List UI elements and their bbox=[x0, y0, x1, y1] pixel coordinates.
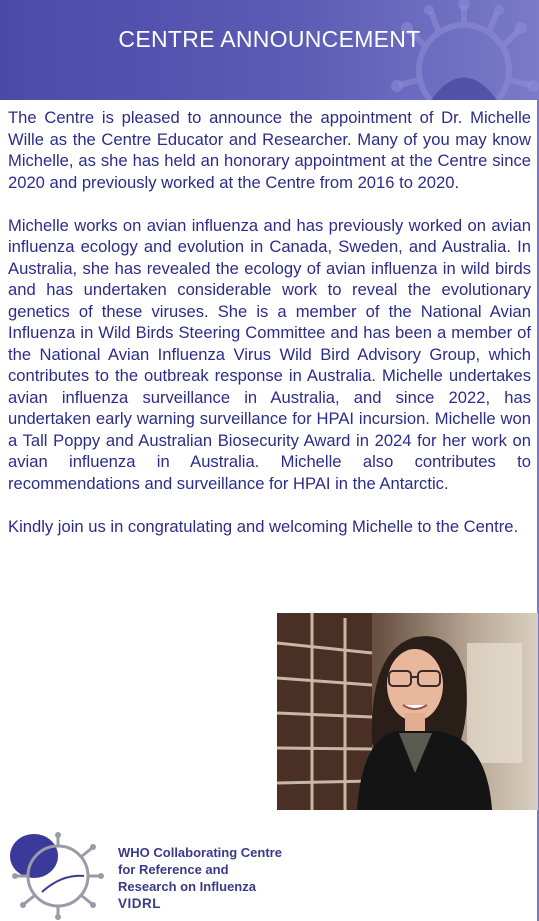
footer bbox=[0, 826, 539, 921]
org-line-2: for Reference and bbox=[118, 862, 229, 877]
org-line-3: Research on Influenza bbox=[118, 879, 256, 894]
organization-name bbox=[118, 844, 282, 912]
page-title: CENTRE ANNOUNCEMENT bbox=[118, 26, 421, 52]
who-vidrl-logo-icon bbox=[4, 826, 116, 921]
org-line-1: WHO Collaborating Centre bbox=[118, 845, 282, 860]
paragraph-research: Michelle works on avian influenza and has previously worked on avian influenza ecology and evolution in Canada, Sweden, and Australia. In Australia, she has revealed the ecology of avian influenza in wild birds and has undertaken considerable work to reveal the evolutionary genetics of these viruses. She is a member of the National Avian Influenza in Wild Birds Steering Committee and has been a member of the National Avian Influenza Virus Wild Bird Advisory Group, which contributes to the outbreak response in Australia. Michelle undertakes avian influenza surveillance in Australia, and since 2022, has undertaken early warning surveillance for HPAI incursion. Michelle won a Tall Poppy and Australian Biosecurity Award in 2024 for her work on avian influenza in Australia. Michelle also contributes to recommendations and surveillance for HPAI in the Antarctic. bbox=[8, 215, 531, 493]
announcement-header bbox=[0, 0, 539, 100]
paragraph-appointment: The Centre is pleased to announce the appointment of Dr. Michelle Wille as the Centre Educator and Researcher. Many of you may know Michelle, as she has held an honorary appointment at the Centre since 2020 and previously worked at the Centre from 2016 to 2020. bbox=[8, 108, 531, 192]
org-acronym: VIDRL bbox=[118, 896, 161, 911]
portrait-photo bbox=[277, 613, 538, 810]
paragraph-welcome: Kindly join us in congratulating and welcoming Michelle to the Centre. bbox=[8, 516, 519, 536]
announcement-body bbox=[8, 107, 531, 559]
